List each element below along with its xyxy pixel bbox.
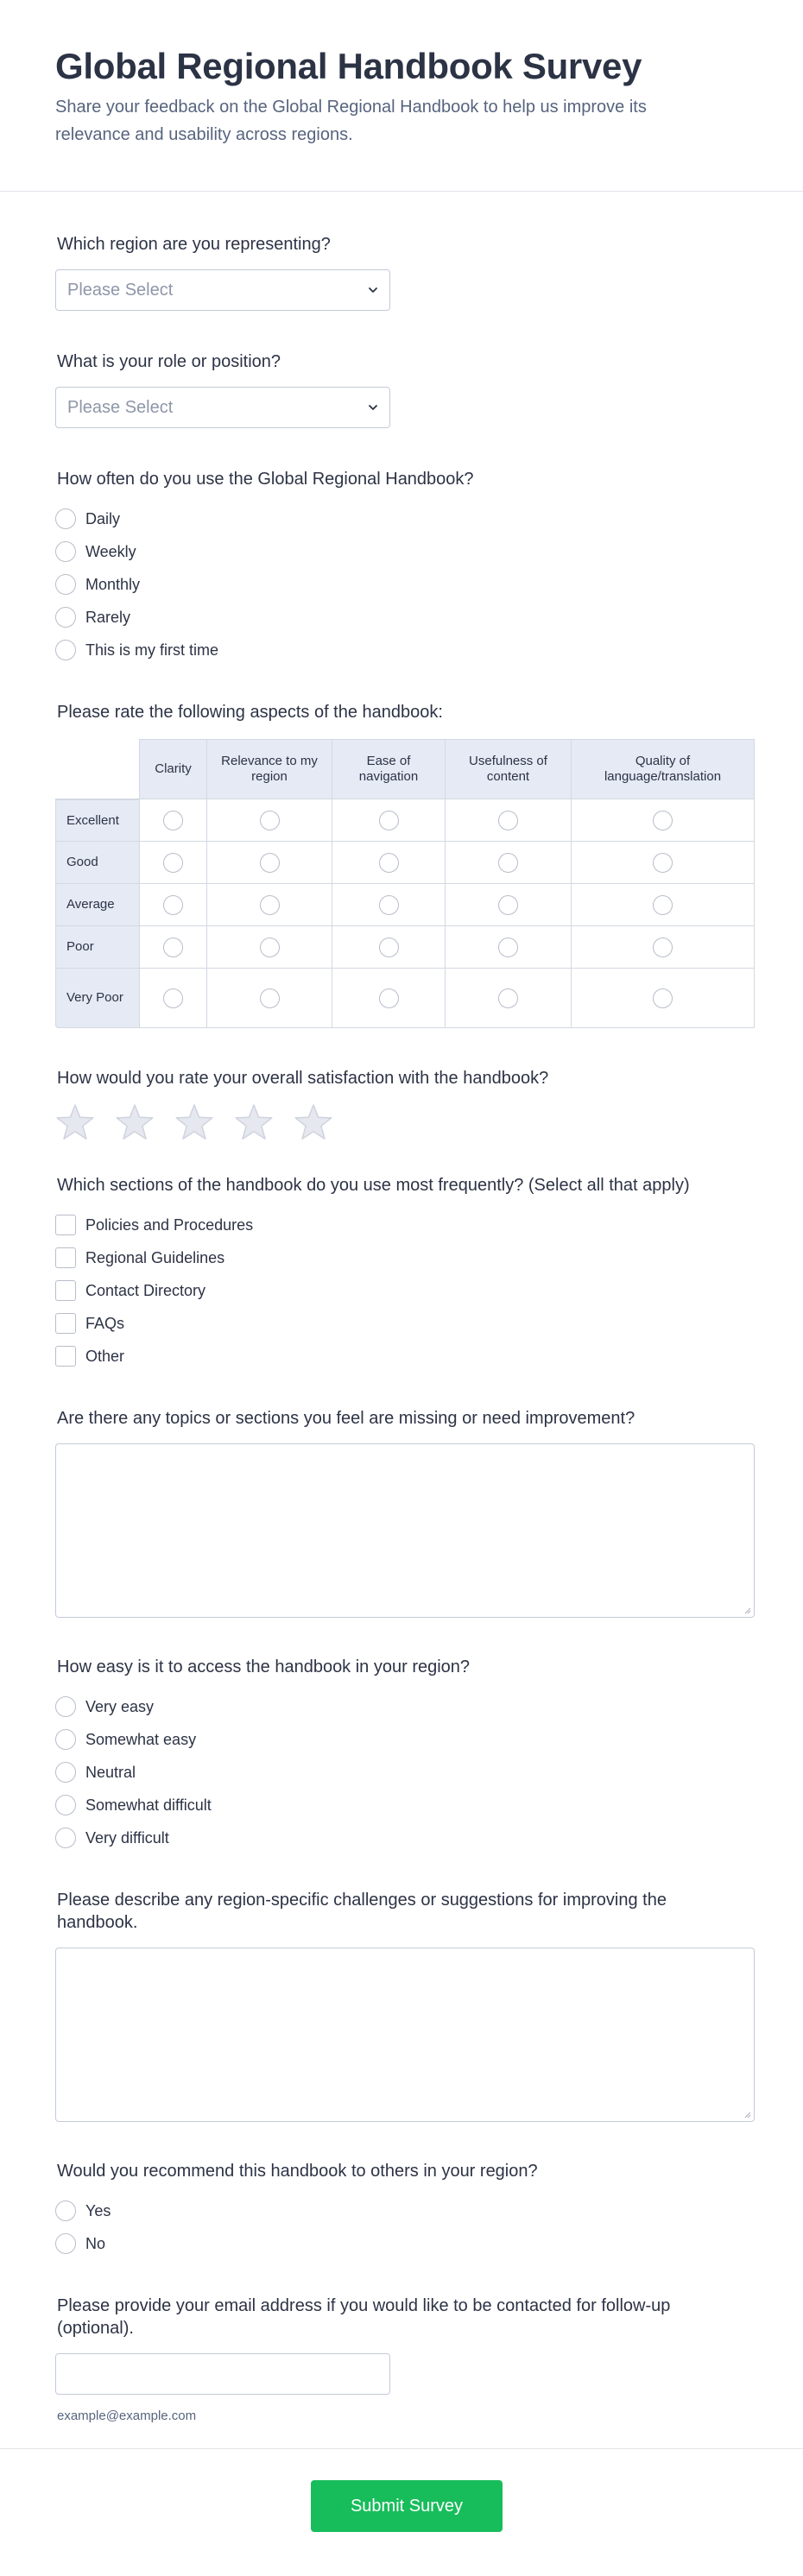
- matrix-radio[interactable]: [653, 853, 673, 873]
- region-select[interactable]: [55, 269, 390, 311]
- option-label: Daily: [85, 509, 121, 527]
- question-region: [55, 233, 390, 311]
- question-access-ease: [55, 1656, 470, 1854]
- checkbox[interactable]: [55, 1247, 76, 1268]
- matrix-radio[interactable]: [498, 853, 518, 873]
- chevron-down-icon: [365, 282, 381, 298]
- question-email: [55, 2295, 755, 2423]
- radio-button[interactable]: [55, 574, 76, 595]
- question-challenges: [55, 1889, 755, 2122]
- radio-button[interactable]: [55, 1729, 76, 1750]
- matrix-radio[interactable]: [653, 938, 673, 957]
- challenges-textarea[interactable]: [55, 1948, 755, 2122]
- page-title: Global Regional Handbook Survey: [55, 46, 642, 86]
- option-label: This is my first time: [85, 641, 219, 659]
- matrix-radio[interactable]: [653, 895, 673, 915]
- question-label: Which sections of the handbook do you use most frequently? (Select all that apply): [57, 1176, 690, 1195]
- matrix-radio[interactable]: [379, 853, 399, 873]
- matrix-radio[interactable]: [653, 811, 673, 830]
- option-label: Other: [85, 1347, 125, 1365]
- radio-option[interactable]: [55, 1756, 470, 1789]
- matrix-radio[interactable]: [163, 811, 183, 830]
- option-label: Contact Directory: [85, 1281, 206, 1299]
- chevron-down-icon: [365, 400, 381, 415]
- radio-button[interactable]: [55, 2233, 76, 2254]
- matrix-corner: [55, 739, 140, 799]
- star-icon[interactable]: [55, 1103, 95, 1141]
- matrix-row-header: Very Poor: [55, 969, 140, 1028]
- radio-button[interactable]: [55, 1762, 76, 1783]
- radio-option[interactable]: [55, 1822, 470, 1854]
- access-ease-options: [55, 1690, 470, 1854]
- matrix-radio[interactable]: [498, 811, 518, 830]
- question-label: How would you rate your overall satisfaction with the handbook?: [57, 1069, 549, 1088]
- question-label: Are there any topics or sections you feel are missing or need improvement?: [57, 1409, 635, 1428]
- email-input[interactable]: [55, 2353, 390, 2395]
- matrix-radio[interactable]: [498, 988, 518, 1008]
- matrix-radio[interactable]: [163, 895, 183, 915]
- frequency-options: [55, 502, 474, 666]
- form-footer: [0, 2448, 803, 2576]
- page-description: Share your feedback on the Global Regional Handbook to help us improve its relevance and usability across regions.: [55, 98, 647, 144]
- matrix-radio[interactable]: [379, 938, 399, 957]
- email-sublabel: example@example.com: [57, 2409, 197, 2423]
- checkbox[interactable]: [55, 1215, 76, 1235]
- checkbox-option[interactable]: [55, 1340, 690, 1373]
- option-label: Policies and Procedures: [85, 1215, 254, 1234]
- matrix-radio[interactable]: [498, 938, 518, 957]
- role-select[interactable]: [55, 387, 390, 428]
- checkbox-option[interactable]: [55, 1307, 690, 1340]
- matrix-row-header: Average: [55, 884, 140, 926]
- matrix-radio[interactable]: [163, 988, 183, 1008]
- radio-button[interactable]: [55, 508, 76, 529]
- select-placeholder: Please Select: [67, 397, 174, 417]
- question-satisfaction: [55, 1067, 548, 1141]
- matrix-row-header: Poor: [55, 926, 140, 969]
- matrix-radio[interactable]: [260, 853, 280, 873]
- star-rating: [55, 1103, 548, 1141]
- radio-option[interactable]: [55, 502, 474, 535]
- radio-button[interactable]: [55, 1696, 76, 1717]
- question-label: Which region are you representing?: [57, 235, 331, 254]
- question-label: Please rate the following aspects of the handbook:: [57, 703, 443, 722]
- question-rating-matrix: [55, 701, 755, 1028]
- option-label: FAQs: [85, 1314, 125, 1332]
- radio-option[interactable]: [55, 2227, 538, 2260]
- option-label: Regional Guidelines: [85, 1248, 225, 1266]
- checkbox-option[interactable]: [55, 1274, 690, 1307]
- option-label: Rarely: [85, 608, 131, 626]
- question-missing-topics: [55, 1407, 755, 1618]
- rating-matrix: [55, 739, 755, 1028]
- matrix-row: [55, 926, 755, 969]
- matrix-row-header: Excellent: [55, 799, 140, 842]
- question-sections: [55, 1174, 690, 1373]
- radio-option[interactable]: [55, 1723, 470, 1756]
- option-label: Yes: [85, 2201, 111, 2219]
- matrix-column-header: Clarity: [140, 739, 207, 799]
- matrix-column-header: Relevance to my region: [207, 739, 332, 799]
- matrix-column-header: Usefulness of content: [446, 739, 572, 799]
- option-label: Monthly: [85, 575, 141, 593]
- star-icon[interactable]: [115, 1103, 155, 1141]
- matrix-radio[interactable]: [379, 895, 399, 915]
- radio-button[interactable]: [55, 2200, 76, 2221]
- radio-option[interactable]: [55, 2194, 538, 2227]
- select-placeholder: Please Select: [67, 280, 174, 300]
- checkbox[interactable]: [55, 1313, 76, 1334]
- radio-button[interactable]: [55, 640, 76, 660]
- matrix-radio[interactable]: [163, 938, 183, 957]
- option-label: Weekly: [85, 542, 136, 560]
- star-icon[interactable]: [294, 1103, 333, 1141]
- question-label: How often do you use the Global Regional Handbook?: [57, 470, 474, 489]
- resize-grip-icon[interactable]: [743, 2110, 751, 2118]
- star-icon[interactable]: [174, 1103, 214, 1141]
- radio-option[interactable]: [55, 601, 474, 634]
- matrix-radio[interactable]: [260, 938, 280, 957]
- matrix-row-header: Good: [55, 842, 140, 884]
- matrix-radio[interactable]: [379, 811, 399, 830]
- option-label: Very easy: [85, 1697, 155, 1715]
- question-recommend: [55, 2160, 538, 2260]
- question-frequency: [55, 468, 474, 666]
- option-label: Neutral: [85, 1763, 136, 1781]
- form-header: [0, 0, 803, 192]
- checkbox-option[interactable]: [55, 1241, 690, 1274]
- matrix-radio[interactable]: [260, 811, 280, 830]
- radio-button[interactable]: [55, 541, 76, 562]
- submit-button[interactable]: Submit Survey: [311, 2480, 503, 2532]
- checkbox[interactable]: [55, 1346, 76, 1367]
- matrix-row: [55, 969, 755, 1028]
- option-label: Somewhat difficult: [85, 1796, 212, 1814]
- matrix-row: [55, 799, 755, 842]
- matrix-column-header: Quality of language/translation: [572, 739, 755, 799]
- matrix-radio[interactable]: [498, 895, 518, 915]
- resize-grip-icon[interactable]: [743, 1606, 751, 1614]
- sections-options: [55, 1209, 690, 1373]
- question-label: How easy is it to access the handbook in your region?: [57, 1657, 471, 1676]
- matrix-column-header: Ease of navigation: [332, 739, 446, 799]
- radio-button[interactable]: [55, 607, 76, 628]
- question-label: Would you recommend this handbook to others in your region?: [57, 2162, 538, 2181]
- radio-option[interactable]: [55, 535, 474, 568]
- question-label: Please describe any region-specific challenges or suggestions for improving the handbook.: [57, 1891, 667, 1932]
- question-label: What is your role or position?: [57, 352, 281, 371]
- radio-option[interactable]: [55, 1789, 470, 1822]
- question-role: [55, 350, 390, 428]
- radio-option[interactable]: [55, 634, 474, 666]
- checkbox[interactable]: [55, 1280, 76, 1301]
- radio-button[interactable]: [55, 1795, 76, 1815]
- matrix-radio[interactable]: [260, 895, 280, 915]
- missing-topics-textarea[interactable]: [55, 1443, 755, 1618]
- matrix-radio[interactable]: [379, 988, 399, 1008]
- option-label: Somewhat easy: [85, 1730, 197, 1748]
- question-label: Please provide your email address if you would like to be contacted for follow-up (optional).: [57, 2296, 671, 2338]
- radio-option[interactable]: [55, 568, 474, 601]
- matrix-row: [55, 884, 755, 926]
- recommend-options: [55, 2194, 538, 2260]
- matrix-radio[interactable]: [163, 853, 183, 873]
- radio-option[interactable]: [55, 1690, 470, 1723]
- matrix-radio[interactable]: [653, 988, 673, 1008]
- star-icon[interactable]: [234, 1103, 274, 1141]
- matrix-radio[interactable]: [260, 988, 280, 1008]
- matrix-row: [55, 842, 755, 884]
- radio-button[interactable]: [55, 1828, 76, 1848]
- option-label: No: [85, 2234, 106, 2252]
- option-label: Very difficult: [85, 1828, 169, 1847]
- checkbox-option[interactable]: [55, 1209, 690, 1241]
